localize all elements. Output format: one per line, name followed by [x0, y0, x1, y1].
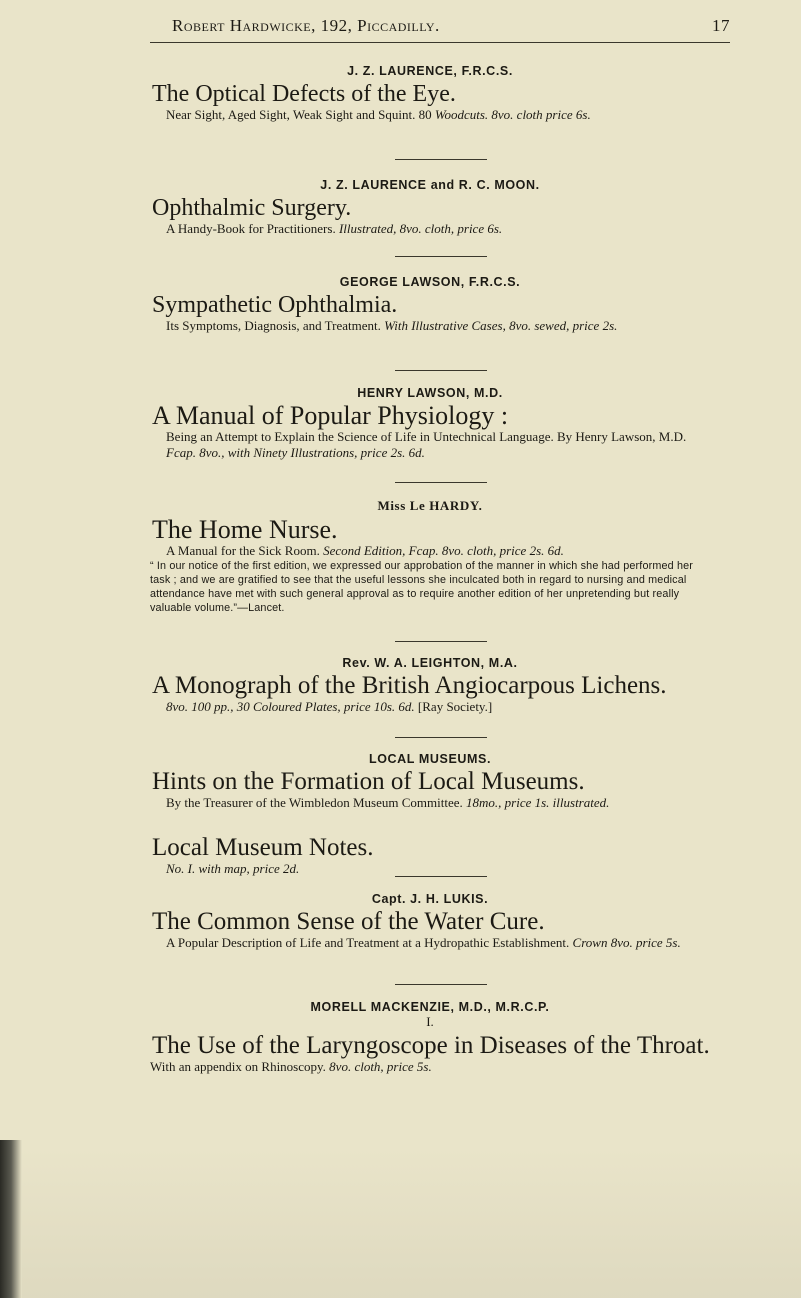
separator-rule: [395, 370, 487, 371]
separator-rule: [395, 256, 487, 257]
entry-description: Its Symptoms, Diagnosis, and Treatment. With Illustrative Cases, 8vo. sewed, price 2s.: [166, 318, 618, 333]
entry-angiocarpous-lichens: [150, 656, 710, 715]
entry-author: GEORGE LAWSON, F.R.C.S.: [339, 275, 521, 289]
entry-description: A Popular Description of Life and Treatment at a Hydropathic Establishment. Crown 8vo. price 5s.: [166, 935, 681, 950]
entry-title: Ophthalmic Surgery.: [152, 195, 352, 221]
entry-author: Rev. W. A. LEIGHTON, M.A.: [342, 656, 518, 670]
separator-rule: [395, 984, 487, 985]
entry-author: J. Z. LAURENCE and R. C. MOON.: [320, 178, 540, 192]
review-quote: “ In our notice of the first edition, we expressed our approbation of the manner in which she had performed her task ; and we are gratified to see that the useful lessons she inculcated both in regard to nursing and medical attendance have met with such general approval as to require another edition of her unpretending but really valuable volume.”—Lancet.: [150, 560, 693, 614]
entry-author: J. Z. LAURENCE, F.R.C.S.: [347, 64, 513, 78]
separator-rule: [395, 482, 487, 483]
running-title: Robert Hardwicke, 192, Piccadilly.: [172, 16, 440, 35]
entry-title: The Use of the Laryngoscope in Diseases of the Throat.: [152, 1032, 710, 1059]
entry-description: No. I. with map, price 2d.: [166, 861, 300, 876]
separator-rule: [395, 737, 487, 738]
entry-sympathetic-ophthalmia: [150, 275, 710, 334]
page-bottom-shading: [22, 1148, 801, 1298]
entry-title: The Home Nurse.: [152, 515, 338, 544]
entry-local-museums: [150, 752, 710, 811]
entry-description: A Handy-Book for Practitioners. Illustrated, 8vo. cloth, price 6s.: [166, 221, 503, 236]
entry-description: Near Sight, Aged Sight, Weak Sight and Squint. 80 Woodcuts. 8vo. cloth price 6s.: [166, 107, 591, 122]
entry-description: 8vo. 100 pp., 30 Coloured Plates, price 10s. 6d. [Ray Society.]: [166, 699, 493, 714]
entry-title: Sympathetic Ophthalmia.: [152, 292, 398, 318]
entry-title: Hints on the Formation of Local Museums.: [152, 768, 585, 795]
entry-title: A Monograph of the British Angiocarpous Lichens.: [152, 672, 667, 699]
entry-title: The Optical Defects of the Eye.: [152, 81, 456, 107]
entry-laryngoscope: [150, 1000, 710, 1075]
header-rule: [150, 42, 730, 43]
entry-description: With an appendix on Rhinoscopy. 8vo. cloth, price 5s.: [150, 1059, 432, 1074]
entry-author: Capt. J. H. LUKIS.: [371, 892, 489, 906]
entry-author: Miss Le HARDY.: [377, 498, 483, 513]
entry-popular-physiology: [150, 386, 710, 461]
entry-title: Local Museum Notes.: [152, 834, 374, 861]
separator-rule: [395, 876, 487, 877]
entry-home-nurse: [150, 498, 710, 615]
entry-optical-defects: [150, 64, 710, 123]
entry-title: A Manual of Popular Physiology :: [152, 401, 509, 430]
entry-ophthalmic-surgery: [150, 178, 710, 237]
entry-author: HENRY LAWSON, M.D.: [357, 386, 503, 400]
entry-water-cure: [150, 892, 710, 951]
separator-rule: [395, 159, 487, 160]
entry-title: The Common Sense of the Water Cure.: [152, 908, 545, 935]
entry-description: A Manual for the Sick Room. Second Edition, Fcap. 8vo. cloth, price 2s. 6d.: [166, 543, 564, 558]
volume-numeral: I.: [426, 1014, 434, 1029]
entry-description: Being an Attempt to Explain the Science of Life in Untechnical Language. By Henry Lawson, M.D. Fcap. 8vo., with Ninety Illustrations, price 2s. 6d.: [166, 429, 687, 460]
separator-rule: [395, 641, 487, 642]
entry-description: By the Treasurer of the Wimbledon Museum Committee. 18mo., price 1s. illustrated.: [166, 795, 610, 810]
page-number: 17: [712, 16, 730, 35]
entry-local-museum-notes: [150, 832, 710, 877]
entry-author: LOCAL MUSEUMS.: [368, 752, 492, 766]
binding-shadow: [0, 1140, 22, 1298]
entry-author: MORELL MACKENZIE, M.D., M.R.C.P.: [310, 1000, 550, 1014]
